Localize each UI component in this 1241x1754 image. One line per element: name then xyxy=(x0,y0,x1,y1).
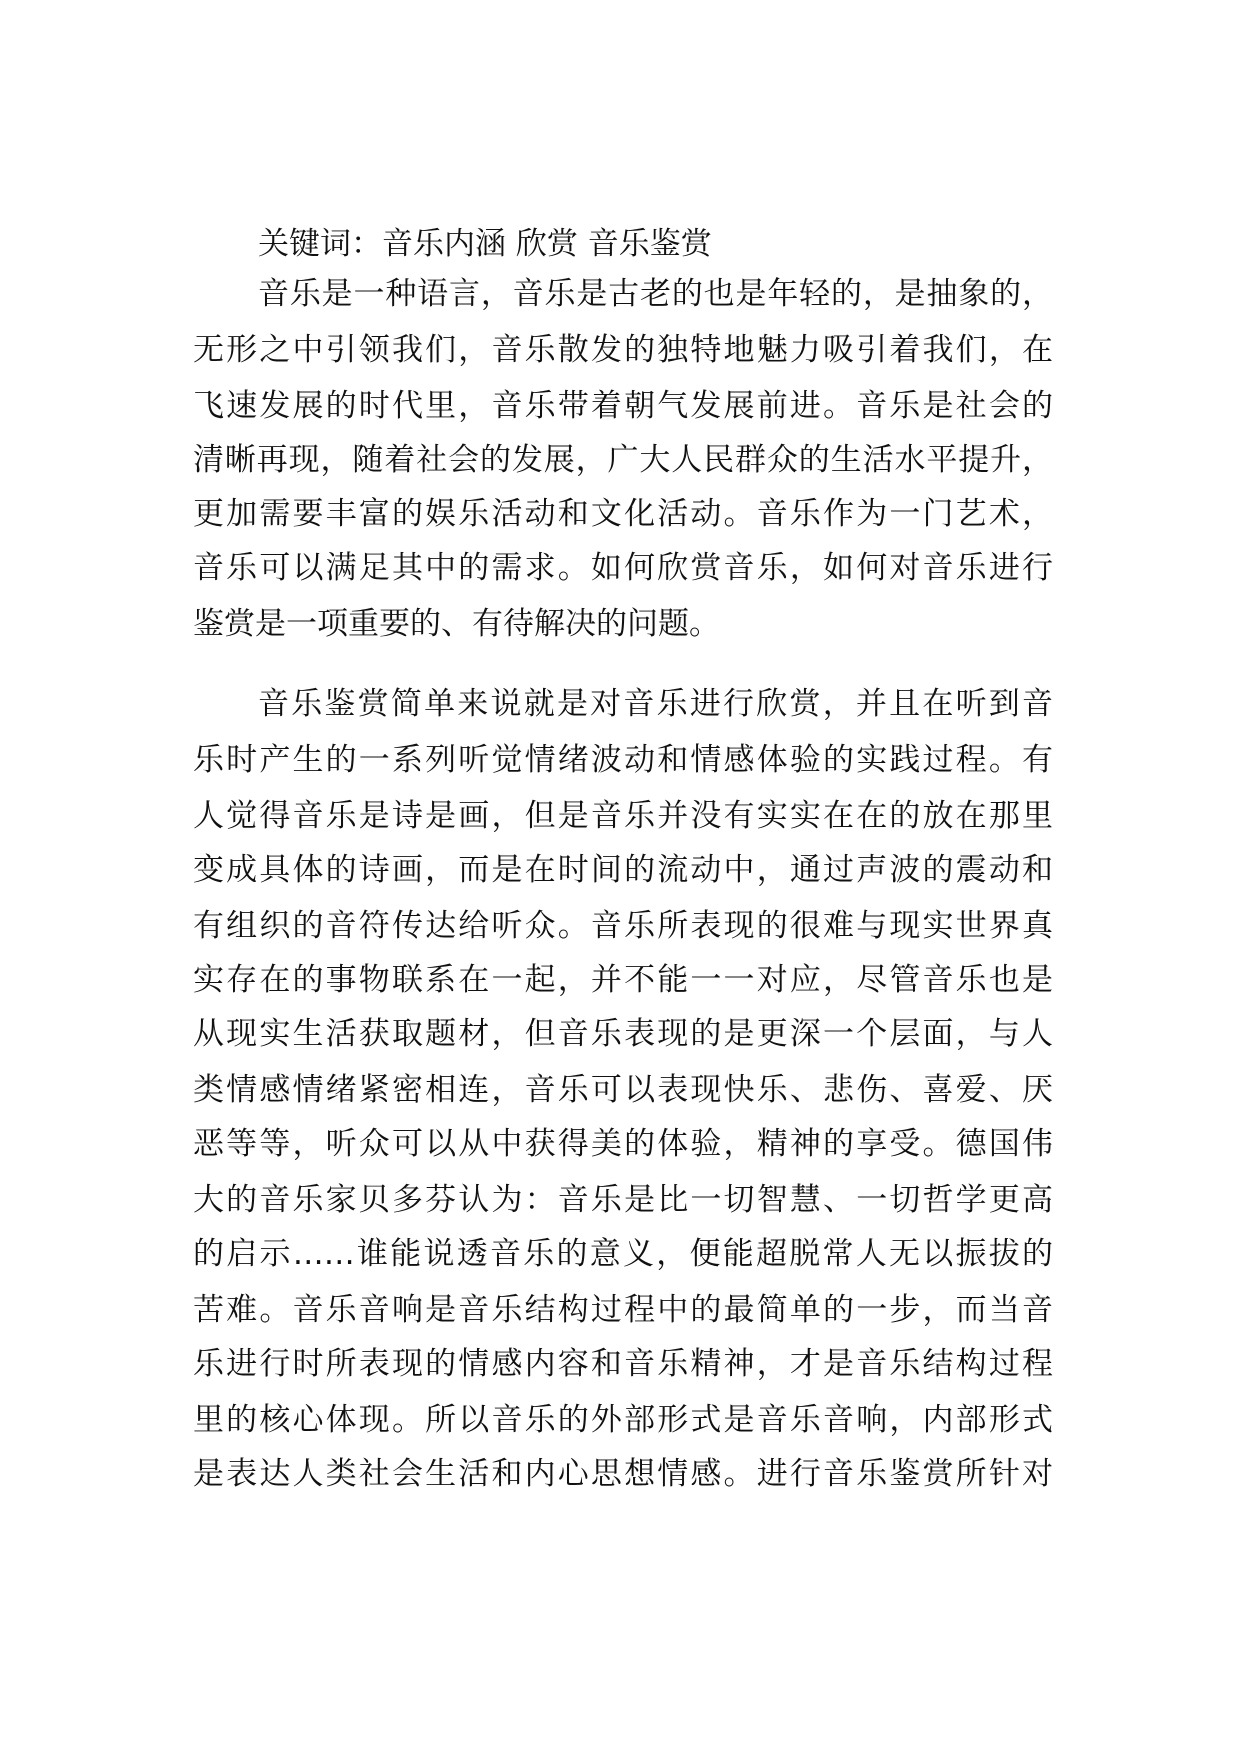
keyword-term: 欣赏 xyxy=(515,226,578,262)
keywords-line xyxy=(258,222,712,266)
paragraph-line: 有组织的音符传达给听众。音乐所表现的很难与现实世界真 xyxy=(193,908,1053,944)
paragraph-line: 乐时产生的一系列听觉情绪波动和情感体验的实践过程。有 xyxy=(193,742,1053,778)
paragraph-line: 里的核心体现。所以音乐的外部形式是音乐音响，内部形式 xyxy=(193,1402,1053,1438)
paragraph-line: 音乐鉴赏简单来说就是对音乐进行欣赏，并且在听到音 xyxy=(258,686,1053,722)
keyword-term: 音乐内涵 xyxy=(382,226,506,262)
paragraph-line: 恶等等，听众可以从中获得美的体验，精神的享受。德国伟 xyxy=(193,1126,1053,1162)
paragraph-line: 鉴赏是一项重要的、有待解决的问题。 xyxy=(193,606,720,642)
paragraph-line: 音乐可以满足其中的需求。如何欣赏音乐，如何对音乐进行 xyxy=(193,550,1053,586)
paragraph-line: 是表达人类社会生活和内心思想情感。进行音乐鉴赏所针对 xyxy=(193,1456,1053,1492)
paragraph-line: 音乐是一种语言，音乐是古老的也是年轻的，是抽象的， xyxy=(258,276,1053,312)
paragraph-line: 的启示……谁能说透音乐的意义，便能超脱常人无以振拔的 xyxy=(193,1236,1053,1272)
paragraph-line: 飞速发展的时代里，音乐带着朝气发展前进。音乐是社会的 xyxy=(193,388,1053,424)
paragraph-line: 实存在的事物联系在一起，并不能一一对应，尽管音乐也是 xyxy=(193,962,1053,998)
paragraph-line: 变成具体的诗画，而是在时间的流动中，通过声波的震动和 xyxy=(193,852,1053,888)
paragraph-line: 大的音乐家贝多芬认为：音乐是比一切智慧、一切哲学更高 xyxy=(193,1182,1053,1218)
keyword-term: 音乐鉴赏 xyxy=(587,226,712,262)
paragraph-line: 类情感情绪紧密相连，音乐可以表现快乐、悲伤、喜爱、厌 xyxy=(193,1072,1053,1108)
paragraph-line: 从现实生活获取题材，但音乐表现的是更深一个层面，与人 xyxy=(193,1016,1053,1052)
paragraph-line: 乐进行时所表现的情感内容和音乐精神，才是音乐结构过程 xyxy=(193,1346,1053,1382)
paragraph-line: 人觉得音乐是诗是画，但是音乐并没有实实在在的放在那里 xyxy=(193,798,1053,834)
paragraph-line: 更加需要丰富的娱乐活动和文化活动。音乐作为一门艺术， xyxy=(193,496,1053,532)
paragraph-line: 清晰再现，随着社会的发展，广大人民群众的生活水平提升， xyxy=(193,442,1053,478)
keywords-label: 关键词： xyxy=(258,226,382,262)
paragraph-line: 无形之中引领我们，音乐散发的独特地魅力吸引着我们，在 xyxy=(193,332,1053,368)
paragraph-line: 苦难。音乐音响是音乐结构过程中的最简单的一步，而当音 xyxy=(193,1292,1053,1328)
